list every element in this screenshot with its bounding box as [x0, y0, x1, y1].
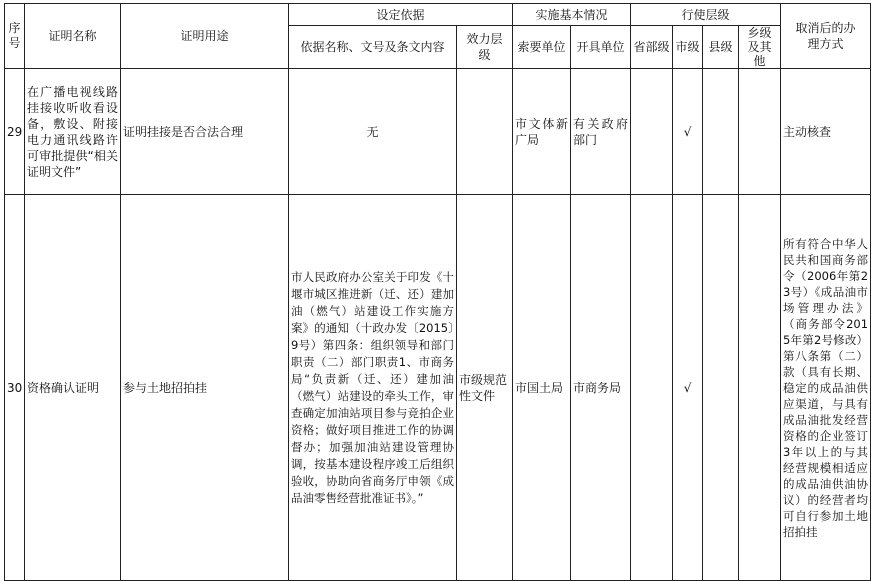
header-basis-level: 效力层级	[457, 26, 513, 69]
row-exec-province	[631, 69, 673, 195]
header-exec-city: 市级	[673, 26, 703, 69]
header-basis-group: 设定依据	[289, 4, 513, 26]
header-impl-requester: 索要单位	[513, 26, 571, 69]
row-seq: 29	[5, 69, 25, 195]
row-exec-county	[703, 69, 739, 195]
certificate-table	[4, 3, 871, 581]
header-impl-issuer: 开具单位	[571, 26, 631, 69]
header-basis-doc: 依据名称、文号及条文内容	[289, 26, 457, 69]
row-basis-doc: 无	[289, 69, 457, 195]
header-cert-use: 证明用途	[121, 4, 289, 69]
row-exec-city: √	[673, 195, 703, 581]
row-cert-name: 在广播电视线路挂接收听收看设备，敷设、附接电力通讯线路许可审批提供“相关证明文件”	[25, 69, 121, 195]
row-exec-township	[739, 195, 781, 581]
row-cert-use: 证明挂接是否合法合理	[121, 69, 289, 195]
header-cert-name: 证明名称	[25, 4, 121, 69]
row-seq: 30	[5, 195, 25, 581]
row-impl-requester: 市国土局	[513, 195, 571, 581]
header-seq: 序号	[5, 4, 25, 69]
row-exec-township	[739, 69, 781, 195]
row-cert-name: 资格确认证明	[25, 195, 121, 581]
table-row	[5, 195, 871, 581]
row-basis-level	[457, 69, 513, 195]
row-cert-use: 参与土地招拍挂	[121, 195, 289, 581]
header-impl-group: 实施基本情况	[513, 4, 631, 26]
row-impl-issuer: 有关政府部门	[571, 69, 631, 195]
header-exec-county: 县级	[703, 26, 739, 69]
header-after-cancel: 取消后的办理方式	[781, 4, 871, 69]
row-after-cancel: 所有符合中华人民共和国商务部令（2006年第23号）《成品油市场管理办法》（商务部令2015年第2号修改）第八条第（二）款（具有长期、稳定的成品油供应渠道，与具有成品油批发经营资格的企业签订3年以上的与其经营规模相适应的成品油供油协议）的经营者均可自行参加土地招拍挂	[781, 195, 871, 581]
header-exec-province: 省部级	[631, 26, 673, 69]
row-basis-doc: 市人民政府办公室关于印发《十堰市城区推进新（迁、还）建加油（燃气）站建设工作实施方案》的通知（十政办发〔2015〕9号）第四条：组织领导和部门职责（二）部门职责1、市商务局“负责新（迁、还）建加油（燃气）站建设的牵头工作，审查确定加油站项目参与竞拍企业资格；做好项目推进工作的协调督办；加强加油站建设管理协调，按基本建设程序竣工后组织验收，协助向省商务厅申领《成品油零售经营批准证书》。”	[289, 195, 457, 581]
row-basis-level: 市级规范性文件	[457, 195, 513, 581]
table-row	[5, 69, 871, 195]
row-after-cancel: 主动核查	[781, 69, 871, 195]
row-exec-county	[703, 195, 739, 581]
header-exec-group: 行使层级	[631, 4, 781, 26]
row-exec-city: √	[673, 69, 703, 195]
row-impl-requester: 市文体新广局	[513, 69, 571, 195]
row-exec-province	[631, 195, 673, 581]
header-exec-township: 乡级及其他	[739, 26, 781, 69]
row-impl-issuer: 市商务局	[571, 195, 631, 581]
header-row-1	[5, 4, 871, 26]
